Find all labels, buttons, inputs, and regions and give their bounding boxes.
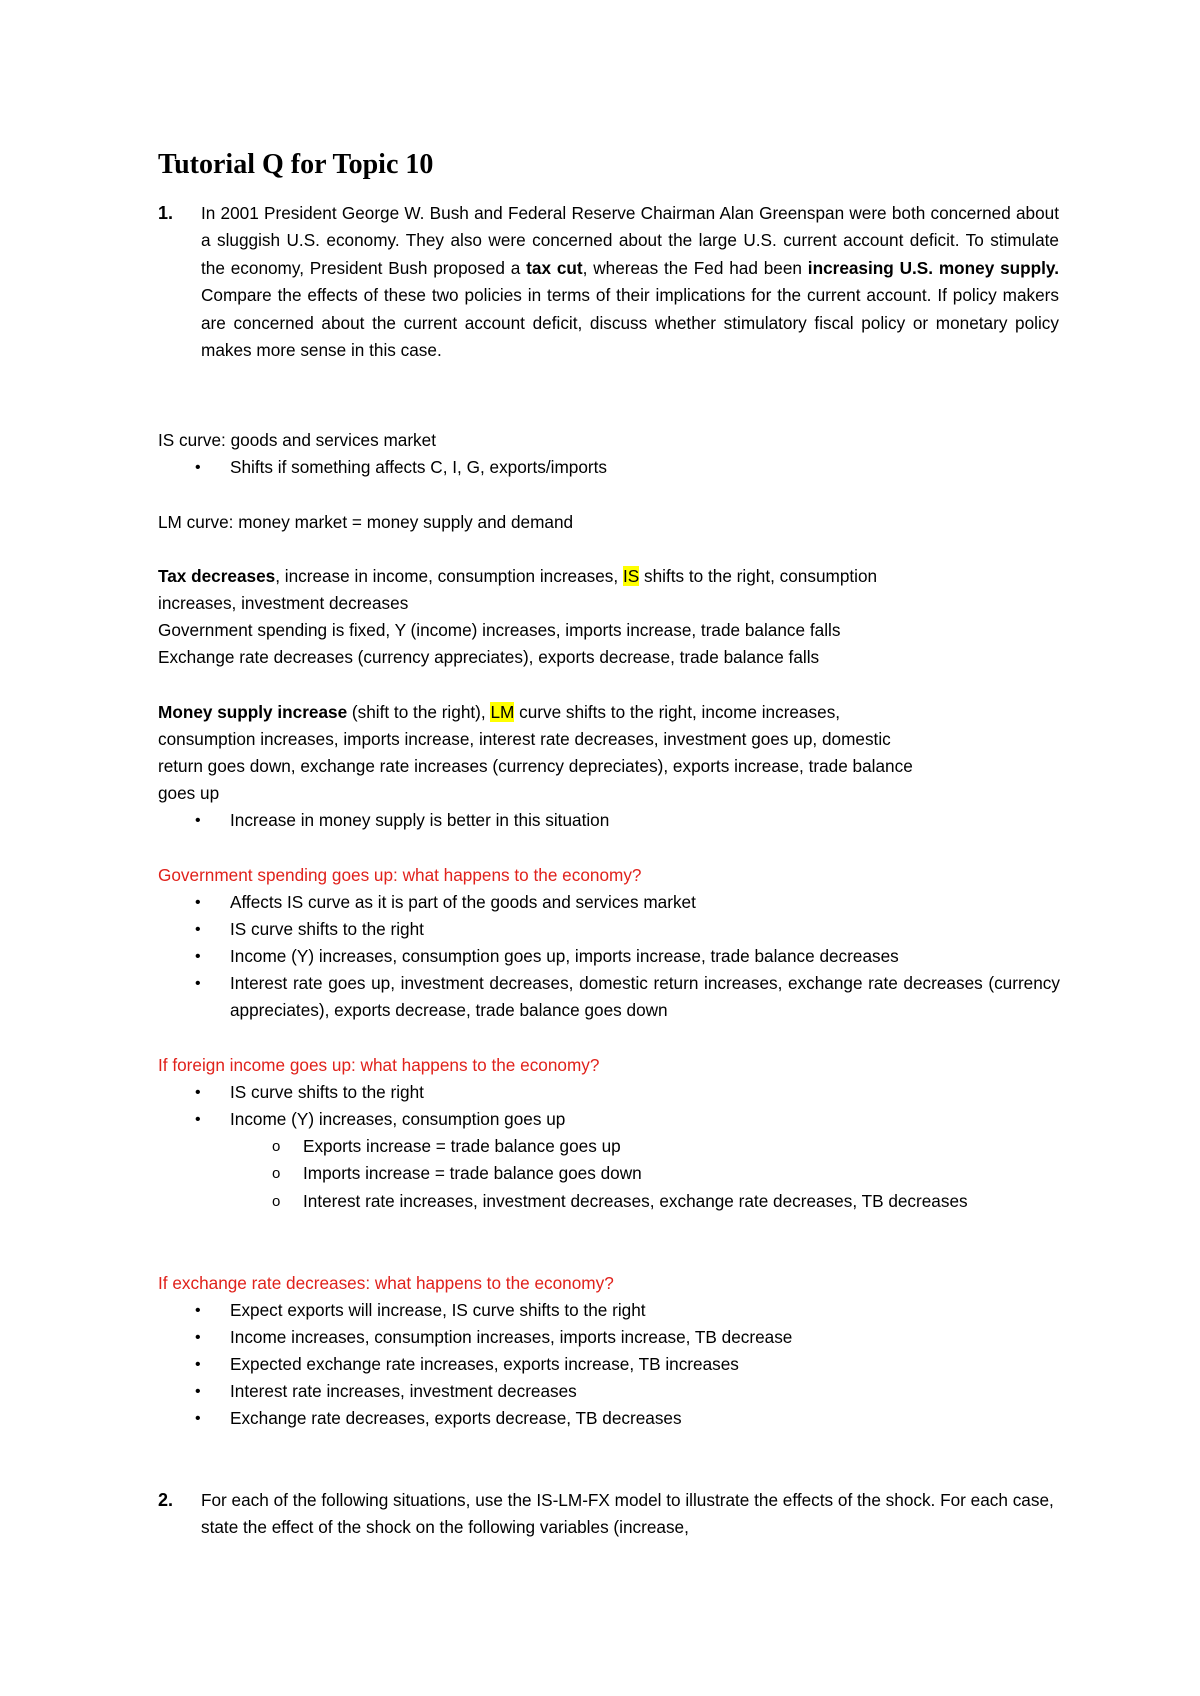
- money-supply-line-1: [158, 699, 840, 726]
- gov-bullet-4: Interest rate goes up, investment decreases, domestic return increases, exchange rate decreases (currency appreciates), exports decrease, trade balance goes down: [230, 973, 1060, 1021]
- question-1-bold-money-supply: increasing U.S. money supply.: [807, 257, 1059, 278]
- lm-curve-heading: LM curve: money market = money supply and demand: [158, 512, 574, 532]
- exchange-bullet-3: Expected exchange rate increases, exports increase, TB increases: [230, 1354, 739, 1374]
- gov-bullet-3: Income (Y) increases, consumption goes up, imports increase, trade balance decreases: [230, 946, 899, 966]
- exchange-bullet-1: Expect exports will increase, IS curve shifts to the right: [230, 1300, 646, 1320]
- bullet-icon: •: [195, 1111, 201, 1128]
- exchange-bullet-4: Interest rate increases, investment decreases: [230, 1381, 577, 1401]
- bullet-icon: •: [195, 1356, 201, 1373]
- gov-bullet-1: Affects IS curve as it is part of the goods and services market: [230, 892, 696, 912]
- foreign-income-heading: If foreign income goes up: what happens to the economy?: [158, 1055, 600, 1075]
- tax-decrease-line-2: increases, investment decreases: [158, 593, 409, 613]
- gov-bullet-2: IS curve shifts to the right: [230, 919, 424, 939]
- is-curve-bullet: Shifts if something affects C, I, G, exports/imports: [230, 457, 607, 477]
- bullet-icon: •: [195, 1302, 201, 1319]
- exchange-bullet-2: Income increases, consumption increases, imports increase, TB decrease: [230, 1327, 793, 1347]
- is-highlight: IS: [622, 566, 640, 586]
- foreign-bullet-2: Income (Y) increases, consumption goes up: [230, 1109, 566, 1129]
- is-curve-heading: IS curve: goods and services market: [158, 430, 436, 450]
- bullet-icon: •: [195, 975, 201, 992]
- question-2-number: 2.: [158, 1490, 174, 1510]
- foreign-bullet-1: IS curve shifts to the right: [230, 1082, 424, 1102]
- question-1-part-3: Compare the effects of these two policies in terms of their implications for the current account. If policy makers are concerned about the current account deficit, discuss whether stimulatory fiscal policy or monetary policy makes more sense in this case.: [201, 285, 1059, 361]
- bullet-icon: •: [195, 894, 201, 911]
- bullet-icon: •: [195, 459, 201, 476]
- sub-bullet-icon: o: [272, 1138, 281, 1155]
- question-2-text: For each of the following situations, use the IS-LM-FX model to illustrate the effects of the shock. For each case, state the effect of the shock on the following variables (increase,: [201, 1490, 1054, 1538]
- money-supply-bullet: Increase in money supply is better in this situation: [230, 810, 610, 830]
- foreign-sub-bullet-1: Exports increase = trade balance goes up: [303, 1136, 621, 1156]
- bullet-icon: •: [195, 1383, 201, 1400]
- tax-decrease-part-1: , increase in income, consumption increases,: [275, 566, 623, 586]
- money-supply-label: Money supply increase: [158, 702, 348, 722]
- foreign-sub-bullet-3: Interest rate increases, investment decreases, exchange rate decreases, TB decreases: [303, 1191, 968, 1211]
- bullet-icon: •: [195, 1329, 201, 1346]
- money-supply-part-2: curve shifts to the right, income increases,: [514, 702, 841, 722]
- exchange-rate-heading: If exchange rate decreases: what happens to the economy?: [158, 1273, 614, 1293]
- bullet-icon: •: [195, 1410, 201, 1427]
- tax-decrease-line-4: Exchange rate decreases (currency appreciates), exports decrease, trade balance falls: [158, 647, 820, 667]
- foreign-sub-bullet-2: Imports increase = trade balance goes down: [303, 1163, 642, 1183]
- money-supply-line-3: return goes down, exchange rate increases (currency depreciates), exports increase, trade balance: [158, 756, 913, 776]
- bullet-icon: •: [195, 812, 201, 829]
- question-1-text: [201, 200, 1059, 364]
- sub-bullet-icon: o: [272, 1193, 281, 1210]
- question-1-part-2: , whereas the Fed had been: [582, 257, 808, 278]
- money-supply-line-4: goes up: [158, 783, 220, 803]
- bullet-icon: •: [195, 1084, 201, 1101]
- question-1-number: 1.: [158, 203, 174, 223]
- bullet-icon: •: [195, 948, 201, 965]
- tax-decrease-part-2: shifts to the right, consumption: [639, 566, 878, 586]
- money-supply-part-1: (shift to the right),: [347, 702, 491, 722]
- page-title: Tutorial Q for Topic 10: [158, 149, 434, 180]
- tax-decrease-line-3: Government spending is fixed, Y (income) increases, imports increase, trade balance falls: [158, 620, 841, 640]
- tax-decrease-label: Tax decreases: [158, 566, 276, 586]
- gov-spending-heading: Government spending goes up: what happens to the economy?: [158, 865, 642, 885]
- question-1-part-1: In 2001 President George W. Bush and Federal Reserve Chairman Alan Greenspan were both concerned about a sluggish U.S. economy. They also were concerned about the large U.S. current account deficit. To stimulate the economy, President Bush proposed a: [201, 203, 1059, 278]
- bullet-icon: •: [195, 921, 201, 938]
- money-supply-line-2: consumption increases, imports increase, interest rate decreases, investment goes up, domestic: [158, 729, 891, 749]
- question-1-bold-tax-cut: tax cut: [526, 257, 583, 278]
- lm-highlight: LM: [490, 702, 515, 722]
- sub-bullet-icon: o: [272, 1165, 281, 1182]
- tax-decrease-line-1: [158, 563, 877, 590]
- exchange-bullet-5: Exchange rate decreases, exports decrease, TB decreases: [230, 1408, 682, 1428]
